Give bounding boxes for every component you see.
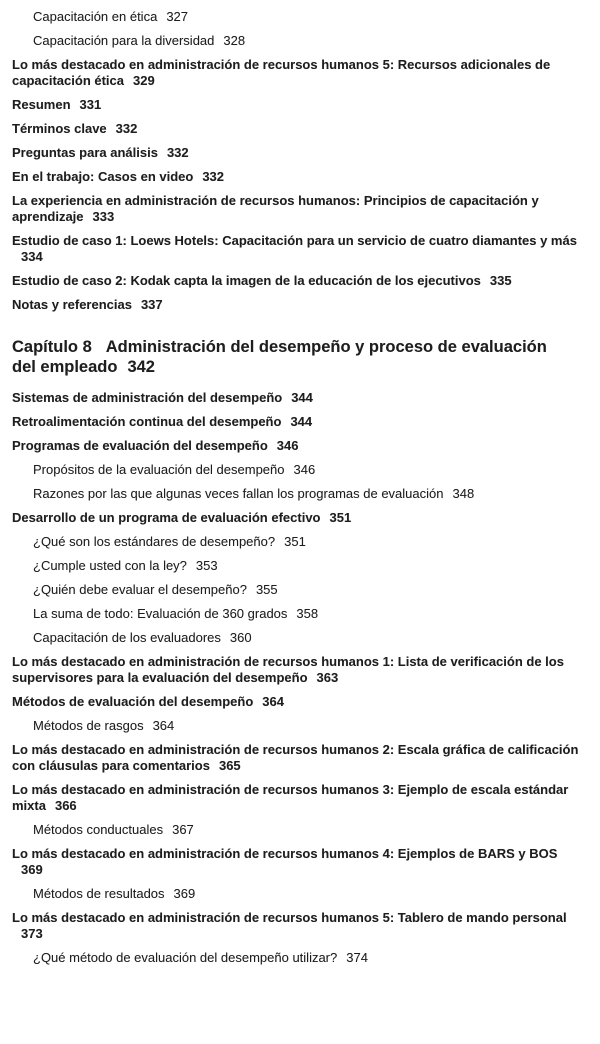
toc-section-chapter8 xyxy=(12,390,582,966)
toc-entry-page: 335 xyxy=(489,273,512,288)
toc-entry xyxy=(12,510,582,526)
toc-entry xyxy=(33,534,582,550)
toc-entry-title: Sistemas de administración del desempeño xyxy=(12,390,283,405)
toc-entry-title: Lo más destacado en administración de recursos humanos 3: Ejemplo de escala estándar mixta xyxy=(12,782,569,813)
toc-entry xyxy=(33,558,582,574)
toc-entry-title: Lo más destacado en administración de recursos humanos 4: Ejemplos de BARS y BOS xyxy=(12,846,558,861)
toc-entry-page: 374 xyxy=(346,950,368,965)
toc-entry-page: 360 xyxy=(229,630,252,645)
toc-entry-page: 348 xyxy=(452,486,475,501)
toc-entry xyxy=(12,910,582,942)
toc-entry xyxy=(12,846,582,878)
toc-entry-title: Resumen xyxy=(12,97,71,112)
chapter-title-text: Administración del desempeño y proceso de evaluación del empleado xyxy=(12,338,547,376)
toc-entry-title: ¿Qué método de evaluación del desempeño utilizar? xyxy=(33,950,338,965)
toc-entry-page: 333 xyxy=(92,209,115,224)
toc-entry-page: 369 xyxy=(173,886,196,901)
toc-entry-page: 346 xyxy=(276,438,299,453)
toc-entry-page: 328 xyxy=(223,33,246,48)
toc-entry xyxy=(12,57,582,89)
toc-entry xyxy=(33,606,582,622)
toc-entry-title: Métodos conductuales xyxy=(33,822,164,837)
toc-entry-page: 337 xyxy=(140,297,163,312)
toc-entry xyxy=(33,486,582,502)
toc-entry xyxy=(33,886,582,902)
toc-entry-title: Capacitación de los evaluadores xyxy=(33,630,221,645)
toc-entry-title: Desarrollo de un programa de evaluación efectivo xyxy=(12,510,321,525)
toc-entry-page: 332 xyxy=(202,169,225,184)
toc-entry-page: 364 xyxy=(262,694,284,709)
toc-entry-page: 363 xyxy=(316,670,339,685)
toc-entry-page: 358 xyxy=(296,606,319,621)
toc-entry xyxy=(12,169,582,185)
toc-entry xyxy=(12,273,582,289)
toc-entry-title: ¿Quién debe evaluar el desempeño? xyxy=(33,582,247,597)
toc-entry-page: 369 xyxy=(21,862,43,877)
toc-entry-title: Capacitación en ética xyxy=(33,9,158,24)
toc-entry xyxy=(12,414,582,430)
toc-entry-page: 344 xyxy=(290,414,313,429)
toc-entry xyxy=(12,390,582,406)
toc-entry-title: ¿Cumple usted con la ley? xyxy=(33,558,187,573)
toc-entry-title: Razones por las que algunas veces fallan los programas de evaluación xyxy=(33,486,444,501)
toc-entry-page: 364 xyxy=(152,718,175,733)
toc-entry-page: 355 xyxy=(255,582,278,597)
toc-entry-title: La suma de todo: Evaluación de 360 grados xyxy=(33,606,288,621)
toc-entry xyxy=(12,297,582,313)
toc-entry-title: Estudio de caso 1: Loews Hotels: Capacitación para un servicio de cuatro diamantes y más xyxy=(12,233,577,248)
toc-entry-title: La experiencia en administración de recursos humanos: Principios de capacitación y aprendizaje xyxy=(12,193,539,224)
toc-entry-title: Lo más destacado en administración de recursos humanos 5: Tablero de mando personal xyxy=(12,910,567,925)
toc-entry-page: 373 xyxy=(21,926,43,941)
chapter-page-number: 342 xyxy=(127,358,155,376)
toc-entry xyxy=(33,582,582,598)
toc-entry-title: Programas de evaluación del desempeño xyxy=(12,438,268,453)
toc-entry xyxy=(12,233,582,265)
chapter-heading xyxy=(12,337,582,377)
toc-entry-title: Notas y referencias xyxy=(12,297,132,312)
toc-entry xyxy=(12,654,582,686)
toc-entry-page: 329 xyxy=(133,73,155,88)
toc-entry-title: Métodos de evaluación del desempeño xyxy=(12,694,254,709)
toc-entry xyxy=(33,630,582,646)
page-title xyxy=(12,337,582,377)
toc-entry-title: ¿Qué son los estándares de desempeño? xyxy=(33,534,276,549)
toc-entry-page: 334 xyxy=(21,249,43,264)
toc-section-chapter7-tail xyxy=(12,9,582,313)
toc-entry-page: 344 xyxy=(291,390,313,405)
toc-entry xyxy=(33,9,582,25)
toc-entry-page: 366 xyxy=(54,798,77,813)
toc-entry xyxy=(33,462,582,478)
toc-entry-title: Lo más destacado en administración de recursos humanos 2: Escala gráfica de calificación con cláusulas para comentarios xyxy=(12,742,579,773)
toc-entry xyxy=(12,782,582,814)
toc-entry xyxy=(33,718,582,734)
toc-entry-title: Estudio de caso 2: Kodak capta la imagen de la educación de los ejecutivos xyxy=(12,273,481,288)
toc-entry-page: 346 xyxy=(293,462,316,477)
toc-entry xyxy=(12,438,582,454)
toc-entry xyxy=(12,694,582,710)
toc-entry-page: 332 xyxy=(115,121,138,136)
toc-entry-title: Propósitos de la evaluación del desempeño xyxy=(33,462,285,477)
toc-entry-title: Métodos de resultados xyxy=(33,886,165,901)
toc-entry-page: 327 xyxy=(166,9,189,24)
toc-entry-title: En el trabajo: Casos en video xyxy=(12,169,194,184)
chapter-label: Capítulo 8 xyxy=(12,338,92,356)
toc-entry xyxy=(12,97,582,113)
toc-entry xyxy=(12,145,582,161)
toc-entry-page: 365 xyxy=(218,758,241,773)
toc-entry-title: Retroalimentación continua del desempeño xyxy=(12,414,282,429)
toc-entry xyxy=(12,121,582,137)
toc-entry-page: 351 xyxy=(329,510,352,525)
toc-entry xyxy=(33,33,582,49)
toc-entry xyxy=(12,193,582,225)
toc-entry-page: 367 xyxy=(172,822,194,837)
toc-entry-page: 351 xyxy=(284,534,306,549)
toc-entry-title: Lo más destacado en administración de recursos humanos 1: Lista de verificación de los supervisores para la evaluación del desempeño xyxy=(12,654,564,685)
toc-entry-title: Métodos de rasgos xyxy=(33,718,144,733)
toc-entry-title: Términos clave xyxy=(12,121,107,136)
toc-entry-title: Preguntas para análisis xyxy=(12,145,158,160)
toc-entry-page: 332 xyxy=(166,145,189,160)
toc-entry-page: 331 xyxy=(79,97,102,112)
toc-entry-page: 353 xyxy=(195,558,218,573)
toc-entry-title: Lo más destacado en administración de recursos humanos 5: Recursos adicionales de capacitación ética xyxy=(12,57,551,88)
toc-entry-title: Capacitación para la diversidad xyxy=(33,33,215,48)
toc-entry xyxy=(12,742,582,774)
toc-entry xyxy=(33,950,582,966)
toc-entry xyxy=(33,822,582,838)
